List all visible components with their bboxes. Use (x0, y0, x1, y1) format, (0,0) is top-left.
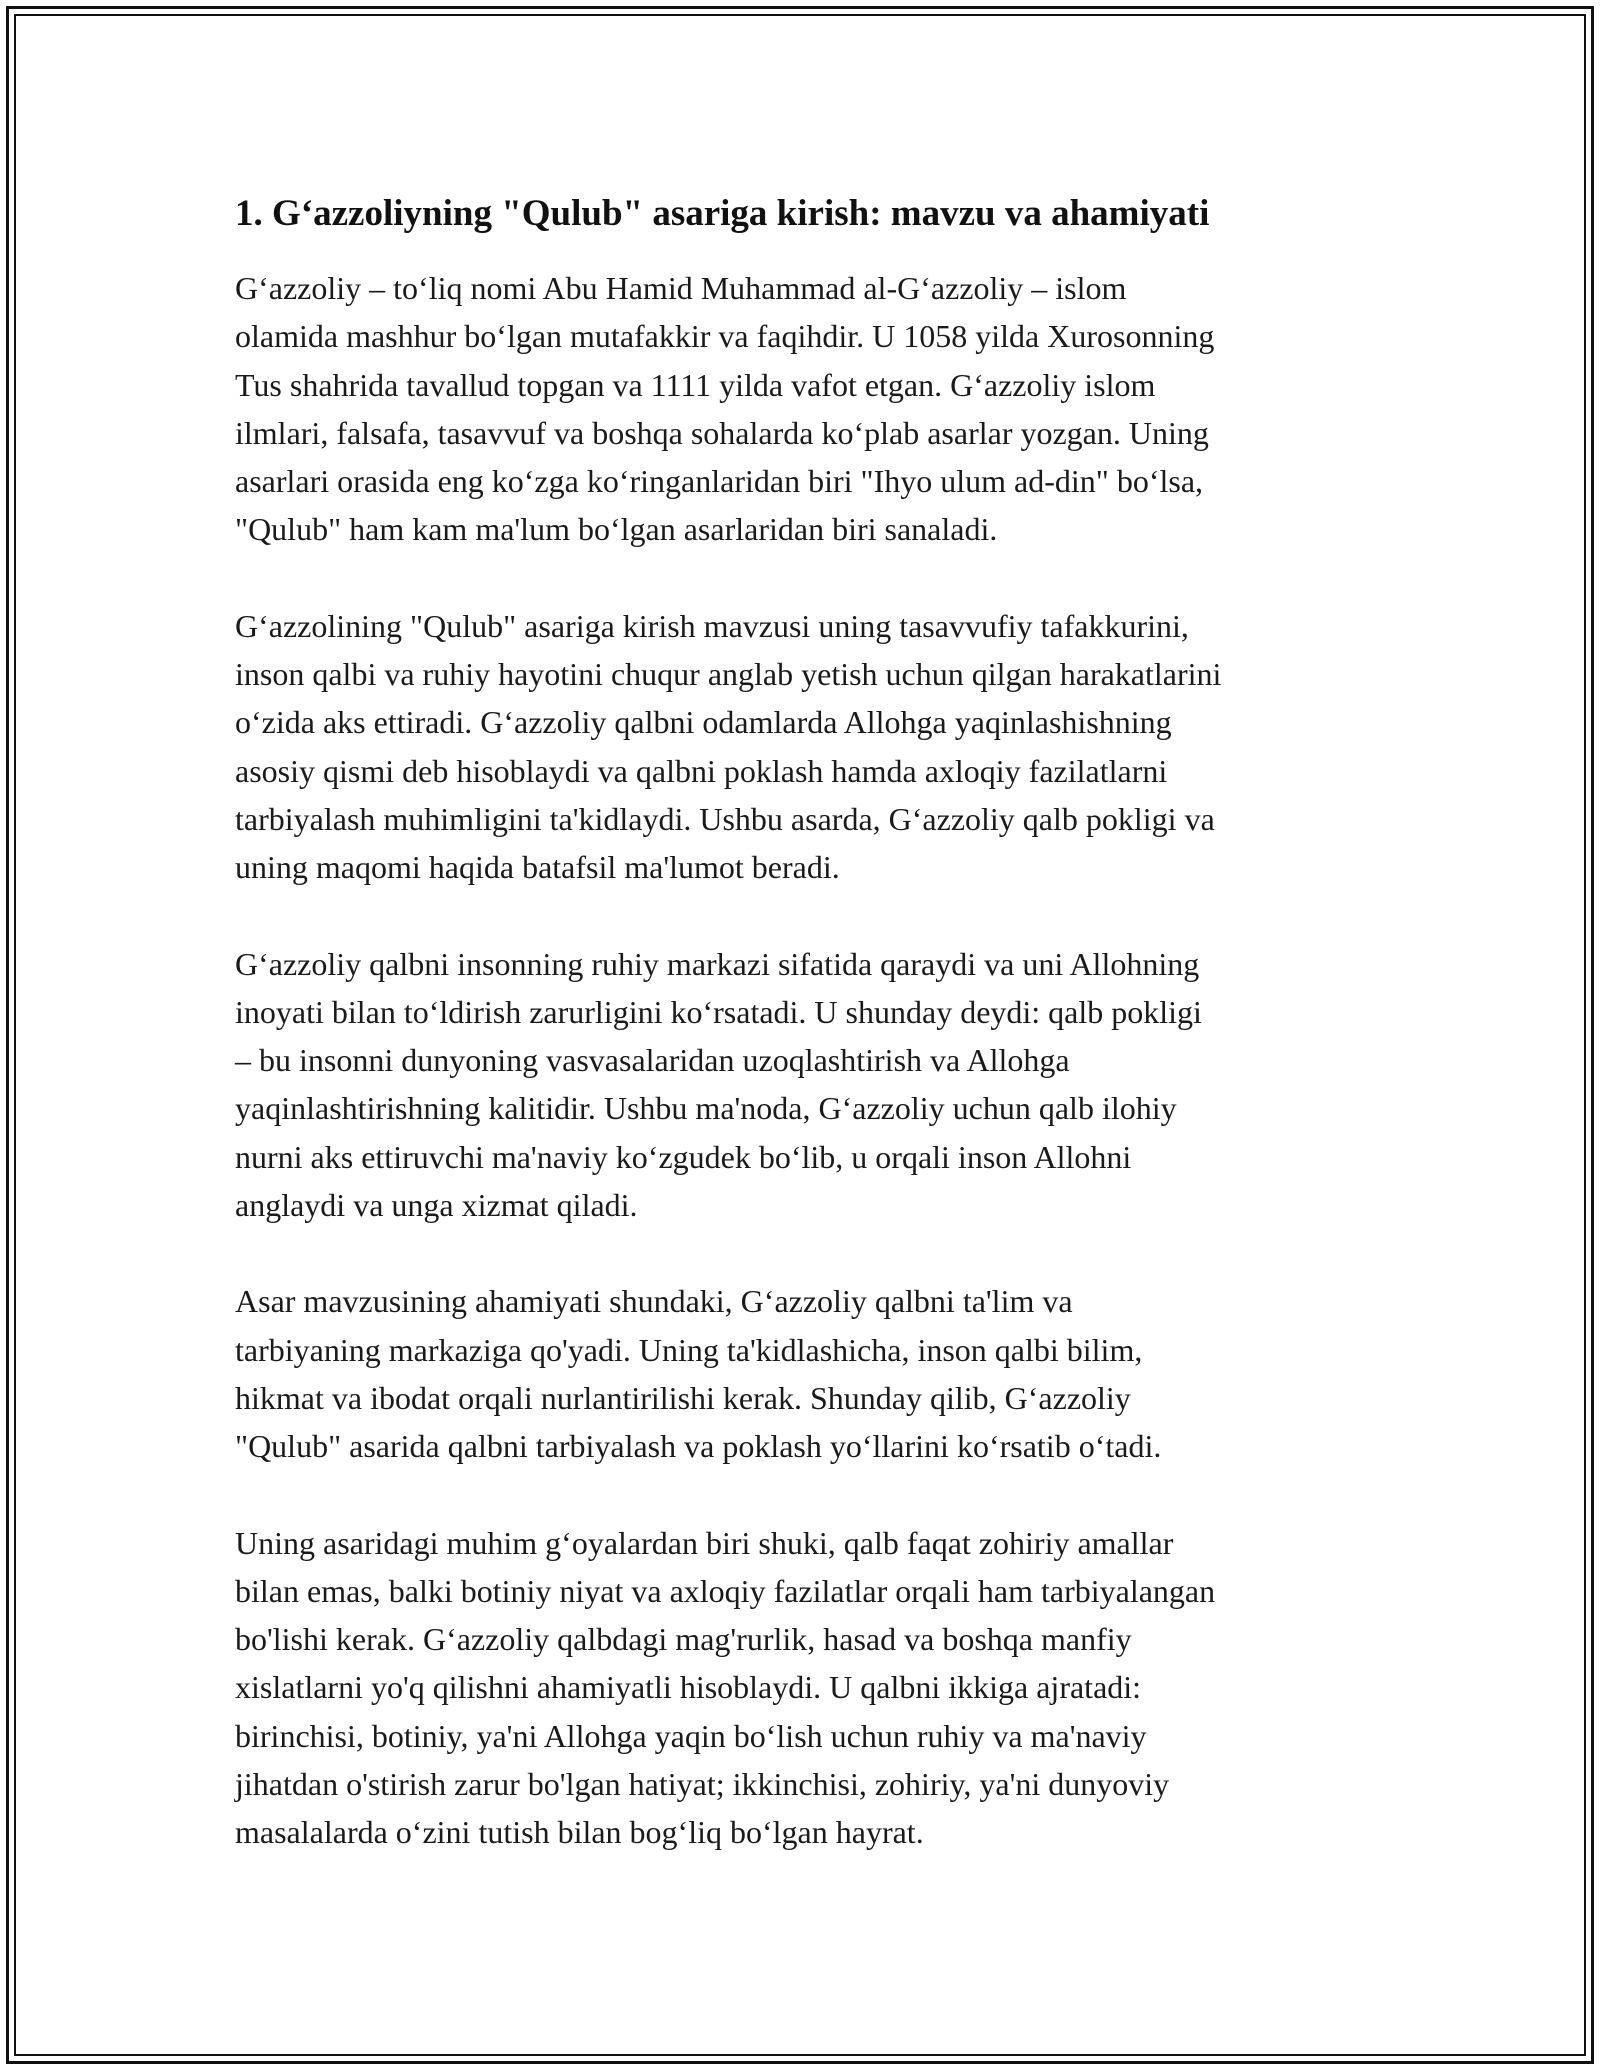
paragraph-3 (235, 940, 1385, 1230)
text-line: tarbiyaning markaziga qo'yadi. Uning ta'kidlashicha, inson qalbi bilim, (235, 1331, 1143, 1368)
text-line: asosiy qismi deb hisoblaydi va qalbni poklash hamda axloqiy fazilatlarni (235, 752, 1168, 789)
text-line: ilmlari, falsafa, tasavvuf va boshqa sohalarda ko‘plab asarlar yozgan. Uning (235, 414, 1209, 451)
text-line: inson qalbi va ruhiy hayotini chuqur anglab yetish uchun qilgan harakatlarini (235, 656, 1222, 693)
text-line: xislatlarni yo'q qilishni ahamiyatli hisoblaydi. U qalbni ikkiga ajratadi: (235, 1669, 1142, 1706)
text-line: G‘azzoliy – to‘liq nomi Abu Hamid Muhammad al-G‘azzoliy – islom (235, 270, 1127, 306)
text-line: o‘zida aks ettiradi. G‘azzoliy qalbni odamlarda Allohga yaqinlashishning (235, 704, 1172, 741)
paragraph-2 (235, 602, 1385, 892)
text-line: – bu insonni dunyoning vasvasalaridan uzoqlashtirish va Allohga (235, 1042, 1070, 1079)
text-line: masalalarda o‘zini tutish bilan bog‘liq bo‘lgan hayrat. (235, 1814, 924, 1851)
text-line: anglaydi va unga xizmat qiladi. (235, 1187, 638, 1224)
text-line: inoyati bilan to‘ldirish zarurligini ko‘rsatadi. U shunday deydi: qalb pokligi (235, 993, 1202, 1030)
text-line: nurni aks ettiruvchi ma'naviy ko‘zgudek bo‘lib, u orqali inson Allohni (235, 1138, 1132, 1175)
text-line: "Qulub" asarida qalbni tarbiyalash va poklash yo‘llarini ko‘rsatib o‘tadi. (235, 1428, 1162, 1465)
text-line: "Qulub" ham kam ma'lum bo‘lgan asarlaridan biri sanaladi. (235, 511, 998, 548)
text-line: tarbiyalash muhimligini ta'kidlaydi. Ushbu asarda, G‘azzoliy qalb pokligi va (235, 800, 1215, 837)
text-line: birinchisi, botiniy, ya'ni Allohga yaqin bo‘lish uchun ruhiy va ma'naviy (235, 1717, 1147, 1754)
text-line: bo'lishi kerak. G‘azzoliy qalbdagi mag'rurlik, hasad va boshqa manfiy (235, 1621, 1132, 1658)
text-line: G‘azzoliy qalbni insonning ruhiy markazi sifatida qaraydi va uni Allohning (235, 945, 1200, 982)
text-line: Uning asaridagi muhim g‘oyalardan biri shuki, qalb faqat zohiriy amallar (235, 1524, 1174, 1561)
text-line: G‘azzolining "Qulub" asariga kirish mavzusi uning tasavvufiy tafakkurini, (235, 607, 1189, 644)
text-line: yaqinlashtirishning kalitidir. Ushbu ma'noda, G‘azzoliy uchun qalb ilohiy (235, 1090, 1177, 1127)
text-line: hikmat va ibodat orqali nurlantirilishi kerak. Shunday qilib, G‘azzoliy (235, 1379, 1131, 1416)
paragraph-1 (235, 264, 1385, 554)
text-line: Tus shahrida tavallud topgan va 1111 yilda vafot etgan. G‘azzoliy islom (235, 366, 1156, 403)
document-body (235, 188, 1385, 1857)
text-line: olamida mashhur bo‘lgan mutafakkir va faqihdir. U 1058 yilda Xurosonning (235, 318, 1215, 355)
text-line: Asar mavzusining ahamiyati shundaki, G‘azzoliy qalbni ta'lim va (235, 1283, 1073, 1320)
text-line: jihatdan o'stirish zarur bo'lgan hatiyat; ikkinchisi, zohiriy, ya'ni dunyoviy (235, 1766, 1170, 1803)
text-line: uning maqomi haqida batafsil ma'lumot beradi. (235, 849, 840, 886)
paragraph-5 (235, 1519, 1385, 1857)
section-heading: 1. G‘azzoliyning "Qulub" asariga kirish: mavzu va ahamiyati (235, 193, 1210, 234)
text-line: asarlari orasida eng ko‘zga ko‘ringanlaridan biri "Ihyo ulum ad-din" bo‘lsa, (235, 463, 1204, 500)
text-line: bilan emas, balki botiniy niyat va axloqiy fazilatlar orqali ham tarbiyalangan (235, 1572, 1216, 1609)
paragraph-4 (235, 1277, 1385, 1470)
